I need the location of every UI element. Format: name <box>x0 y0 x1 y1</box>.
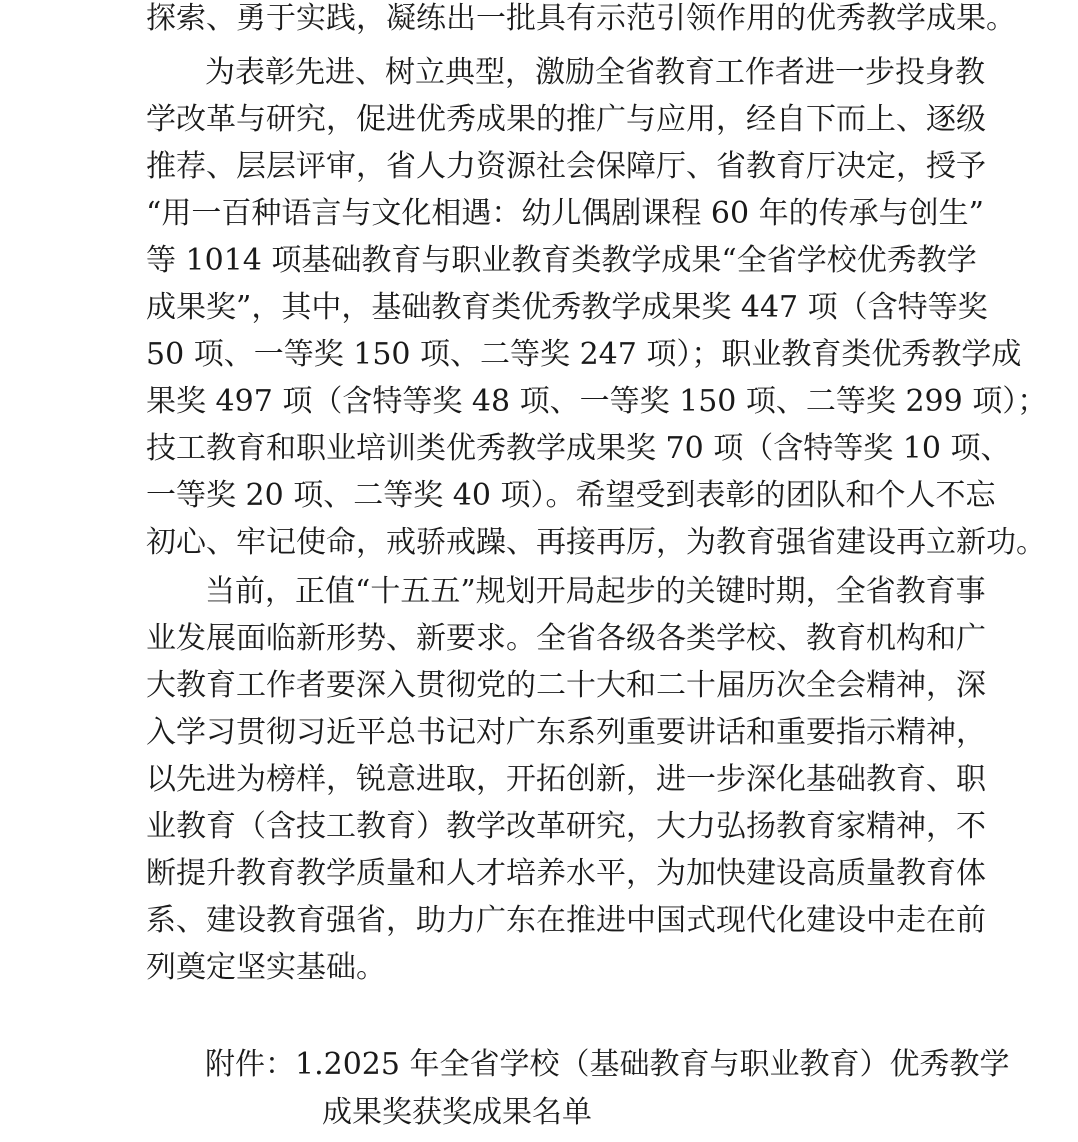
paragraph-3-line-8: 系、建设教育强省，助力广东在推进中国式现代化建设中走在前 <box>146 903 986 938</box>
paragraph-2-line-5: 等 1014 项基础教育与职业教育类教学成果“全省学校优秀教学 <box>146 243 977 278</box>
paragraph-3-line-4: 入学习贯彻习近平总书记对广东系列重要讲话和重要指示精神， <box>146 715 986 750</box>
paragraph-2-line-11: 初心、牢记使命，戒骄戒躁、再接再厉，为教育强省建设再立新功。 <box>146 525 1046 560</box>
paragraph-3-line-2: 业发展面临新形势、新要求。全省各级各类学校、教育机构和广 <box>146 621 986 656</box>
paragraph-2-line-4: “用一百种语言与文化相遇：幼儿偶剧课程 60 年的传承与创生” <box>146 196 984 231</box>
paragraph-3-line-9: 列奠定坚实基础。 <box>146 950 386 985</box>
paragraph-3-line-6: 业教育（含技工教育）教学改革研究，大力弘扬教育家精神，不 <box>146 809 986 844</box>
paragraph-3-line-1: 当前，正值“十五五”规划开局起步的关键时期，全省教育事 <box>205 574 986 609</box>
paragraph-2-line-6: 成果奖”，其中，基础教育类优秀教学成果奖 447 项（含特等奖 <box>146 290 988 325</box>
attachment-line-2: 成果奖获奖成果名单 <box>322 1095 592 1130</box>
paragraph-3-line-7: 断提升教育教学质量和人才培养水平，为加快建设高质量教育体 <box>146 856 986 891</box>
attachment-line-1: 附件：1.2025 年全省学校（基础教育与职业教育）优秀教学 <box>205 1047 1010 1082</box>
paragraph-2-line-7: 50 项、一等奖 150 项、二等奖 247 项）；职业教育类优秀教学成 <box>146 337 1022 372</box>
paragraph-2-line-2: 学改革与研究，促进优秀成果的推广与应用，经自下而上、逐级 <box>146 102 986 137</box>
paragraph-2-line-9: 技工教育和职业培训类优秀教学成果奖 70 项（含特等奖 10 项、 <box>146 431 1011 466</box>
paragraph-2-line-3: 推荐、层层评审，省人力资源社会保障厅、省教育厅决定，授予 <box>146 149 986 184</box>
text-line-1: 探索、勇于实践，凝练出一批具有示范引领作用的优秀教学成果。 <box>146 1 1016 36</box>
paragraph-2-line-8: 果奖 497 项（含特等奖 48 项、一等奖 150 项、二等奖 299 项）； <box>146 384 1048 419</box>
paragraph-3-line-5: 以先进为榜样，锐意进取，开拓创新，进一步深化基础教育、职 <box>146 762 986 797</box>
paragraph-2-line-10: 一等奖 20 项、二等奖 40 项）。希望受到表彰的团队和个人不忘 <box>146 478 996 513</box>
paragraph-2-line-1: 为表彰先进、树立典型，激励全省教育工作者进一步投身教 <box>205 55 985 90</box>
paragraph-3-line-3: 大教育工作者要深入贯彻党的二十大和二十届历次全会精神，深 <box>146 668 986 703</box>
